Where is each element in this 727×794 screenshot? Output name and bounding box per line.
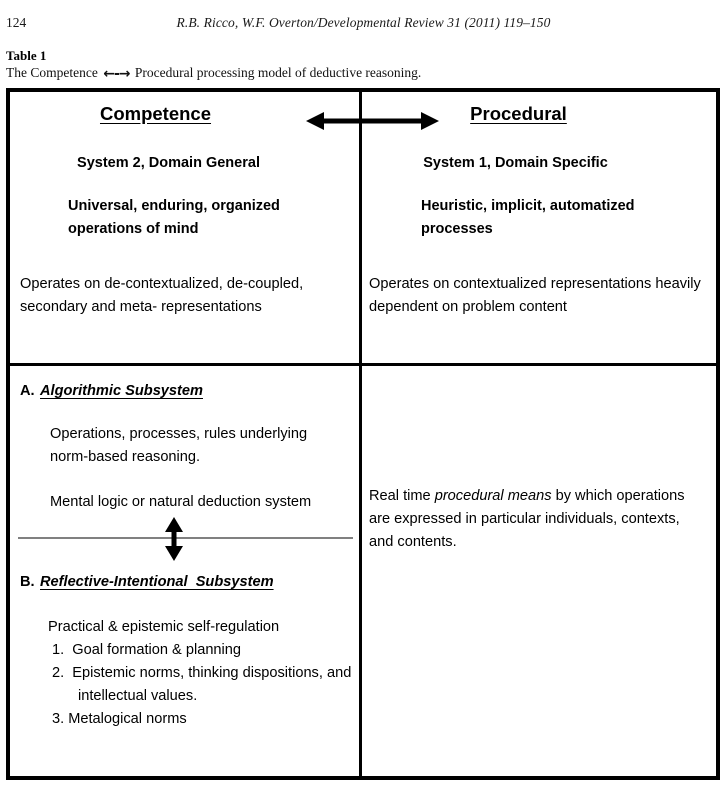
- competence-header-cell: [10, 92, 359, 364]
- table-label: Table 1: [6, 48, 47, 63]
- procedural-realtime-text: [359, 485, 716, 554]
- procedural-detail-cell: [359, 367, 716, 774]
- page-number: 124: [6, 15, 27, 30]
- subsystem-b-list: [10, 639, 359, 731]
- procedural-attributes: Heuristic, implicit, automatized processes: [421, 198, 635, 237]
- subsystem-b-heading: [10, 572, 359, 592]
- procedural-system-line: System 1, Domain Specific: [423, 155, 608, 171]
- caption-text-after: Procedural processing model of deductive reasoning.: [131, 65, 422, 80]
- realtime-text-after: by which operations are expressed in particular individuals, contexts, and contents.: [369, 488, 685, 550]
- table-caption: [6, 48, 706, 82]
- subsystem-a-name: Algorithmic Subsystem: [40, 383, 203, 399]
- realtime-italic-phrase: procedural means: [434, 488, 552, 504]
- competence-attributes: Universal, enduring, organized operations of mind: [68, 198, 280, 237]
- subsystem-b-paragraph-1: Practical & epistemic self-regulation: [48, 619, 280, 635]
- competence-operates-text: Operates on de-contextualized, de-coupled, secondary and meta- representations: [20, 276, 304, 315]
- vertical-double-arrow-icon: [161, 517, 187, 561]
- bidirectional-arrow-icon: ←-→: [103, 66, 130, 82]
- realtime-text-before: Real time: [369, 488, 435, 504]
- table-row: [10, 92, 716, 364]
- page-running-head: [0, 14, 727, 32]
- procedural-operates-text: Operates on contextualized representations heavily dependent on problem content: [369, 276, 701, 315]
- list-item: 3. Metalogical norms: [52, 711, 187, 727]
- subsystem-a-letter: A.: [20, 383, 35, 399]
- journal-citation-line: R.B. Ricco, W.F. Overton/Developmental Review 31 (2011) 119–150: [176, 15, 551, 30]
- column-divider: [359, 92, 362, 776]
- procedural-column-title: Procedural: [470, 103, 567, 124]
- competence-column-title: Competence: [99, 103, 212, 124]
- table-row: [10, 367, 716, 774]
- procedural-header-cell: [359, 92, 716, 364]
- caption-text-before: The Competence: [6, 65, 102, 80]
- subsystems-cell: [10, 367, 359, 774]
- subsystem-a-heading: [10, 381, 359, 401]
- competence-procedural-table: [6, 88, 720, 780]
- competence-system-line: System 2, Domain General: [77, 155, 260, 171]
- horizontal-double-arrow-icon: [306, 110, 439, 132]
- table-caption-text: [6, 64, 706, 82]
- subsystem-b-name: Reflective-Intentional Subsystem: [40, 574, 274, 590]
- subsystem-b-letter: B.: [20, 574, 35, 590]
- list-item: 2. Epistemic norms, thinking dispositions, and intellectual values.: [52, 665, 356, 704]
- subsystem-a-paragraph-2: Mental logic or natural deduction system: [50, 494, 312, 510]
- subsystem-a-paragraph-1: Operations, processes, rules underlying norm-based reasoning.: [50, 426, 308, 465]
- subsystem-b-block: [10, 572, 359, 731]
- list-item: 1. Goal formation & planning: [52, 642, 242, 658]
